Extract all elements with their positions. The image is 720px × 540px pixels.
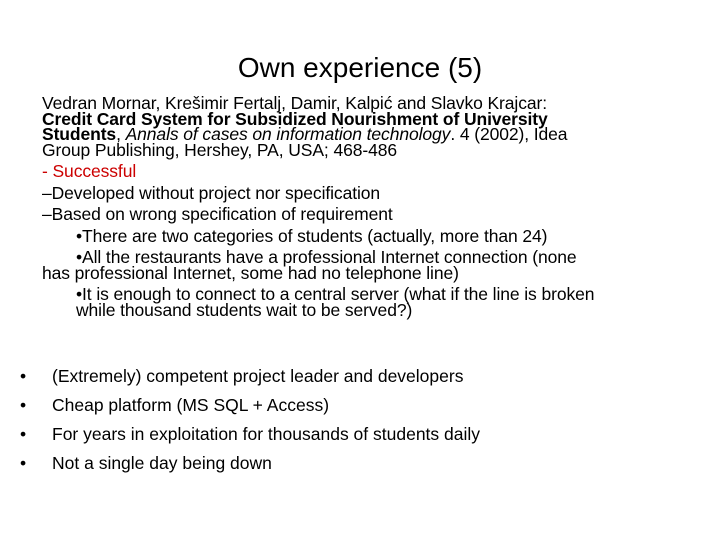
citation-title-end: Students [42,124,117,144]
bullet-text: (Extremely) competent project leader and developers [52,366,464,386]
sub-point-central-server-cont: while thousand students wait to be served?) [76,299,413,320]
list-item [18,391,698,420]
bullet-list [18,362,698,478]
slide-body [42,93,692,320]
bullet-icon: • [20,424,27,444]
citation-volume: . 4 (2002), Idea [450,124,568,144]
citation-title-line1: Credit Card System for Subsidized Nourishment of University [42,108,548,129]
bullet-text: For years in exploitation for thousands of students daily [52,424,481,444]
list-item [18,449,698,478]
sub-point-categories: •There are two categories of students (actually, more than 24) [76,225,548,246]
bullet-icon: • [20,395,27,415]
sub-point-central-server: •It is enough to connect to a central server (what if the line is broken [76,284,595,304]
bullet-text: Not a single day being down [52,453,272,473]
point-developed-without-spec: –Developed without project nor specification [42,182,381,203]
bullet-icon: • [20,366,27,386]
citation-journal: Annals of cases on information technology [125,124,451,144]
bullet-text: Cheap platform (MS SQL + Access) [52,395,330,415]
citation-separator: , [116,124,126,144]
point-wrong-spec: –Based on wrong specification of requirement [42,204,393,224]
list-item [18,420,698,449]
citation-publisher: Group Publishing, Hershey, PA, USA; 468-486 [42,139,397,160]
slide-title: Own experience (5) [237,52,483,83]
status-successful: - Successful [42,161,137,181]
citation-authors: Vedran Mornar, Krešimir Fertalj, Damir, Kalpić and Slavko Krajcar: [42,93,547,113]
sub-point-restaurants-cont: has professional Internet, some had no telephone line) [42,262,459,283]
sub-point-restaurants: •All the restaurants have a professional Internet connection (none [76,247,577,267]
list-item [18,362,698,391]
bullet-icon: • [20,453,27,473]
